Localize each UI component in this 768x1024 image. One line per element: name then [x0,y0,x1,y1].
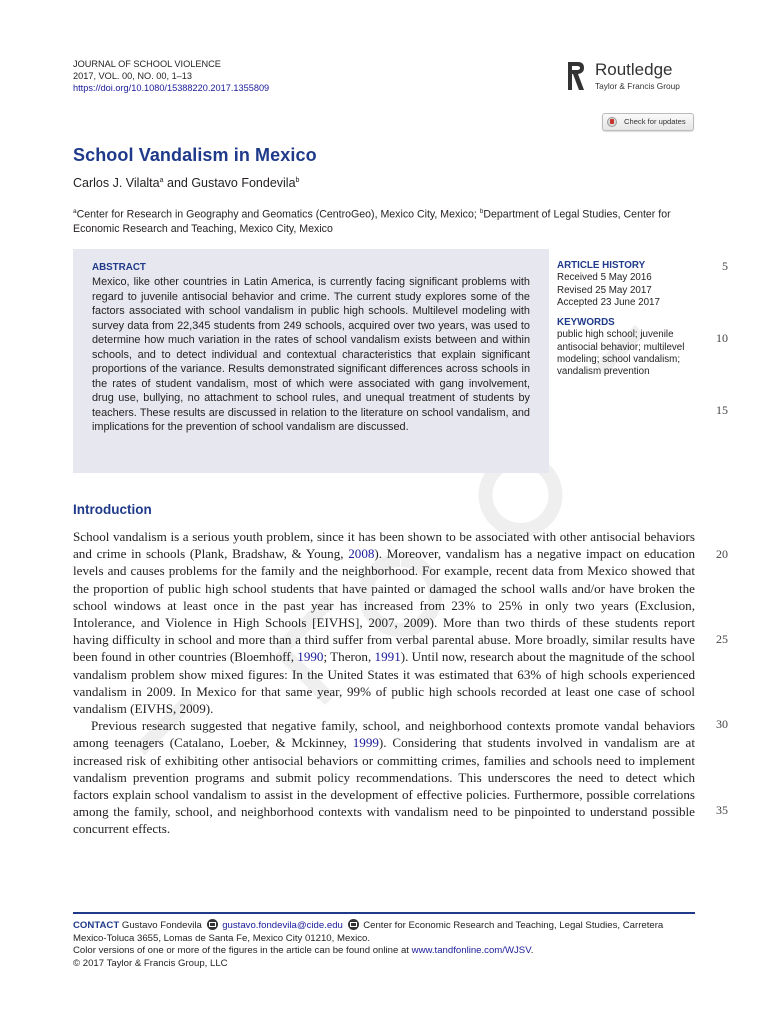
line-number: 20 [716,547,728,561]
section-heading-introduction: Introduction [73,502,152,517]
affil-a-sup: a [73,208,77,215]
crossmark-icon [607,117,617,127]
line-number: 25 [716,632,728,646]
routledge-logo [563,58,703,96]
line-number: 15 [716,403,728,417]
contact-line: CONTACT Gustavo Fondevila gustavo.fondevila@cide.edu Center for Economic Research and Teaching, Legal Studies, Carretera Mexico-Toluca 3655, Lomas de Santa Fe, Mexico City 01210, Mexico. [73,920,664,944]
citation-link[interactable]: 2008 [348,546,375,562]
history-received: Received 5 May 2016 [557,272,652,284]
email-link[interactable]: gustavo.fondevila@cide.edu [222,920,343,931]
author-2-sup: b [295,176,300,184]
body-text [73,528,695,838]
keywords-heading: KEYWORDS [557,317,615,329]
affil-a: Center for Research in Geography and Geomatics (CentroGeo), Mexico City, Mexico; [76,208,480,221]
journal-volume: 2017, VOL. 00, NO. 00, 1–13 [73,71,193,81]
contact-label: CONTACT [73,920,120,931]
author-2[interactable]: and Gustavo Fondevila [163,176,296,190]
keywords-text: public high school; juvenile antisocial behavior; multilevel modeling; school vandalism; vandalism prevention [557,329,685,378]
line-number: 5 [722,259,728,273]
copyright: © 2017 Taylor & Francis Group, LLC [73,957,228,969]
citation-link[interactable]: 1999 [352,735,379,751]
affiliations [73,205,695,237]
affil-b: Department of Legal Studies, Center for Economic Research and Teaching, Mexico City, Mexico [73,208,671,236]
footer-rule [73,912,695,914]
paragraph-1: School vandalism is a serious youth problem, since it has been shown to be associated with other antisocial behaviors and crime in schools (Plank, Bradshaw, & Young, 2008). Moreover, vandalism has a negative impact on education levels and causes problems for the family and the neighborhood. For example, recent data from Mexico showed that the proportion of public high school students that have painted or damaged the school walls and/or have broken the school windows at least once in the past year has increased from 23% to 25% in only two years (Exclusion, Intolerance, and Violence in High Schools [EIVHS], 2007, 2009). More than two thirds of these students report having difficulty in school and more than a third suffer from verbal parental abuse. More broadly, similar results have been found in other countries (Bloemhoff, 1990; Theron, 1991). Until now, research about the magnitude of the school vandalism problem show mixed figures: In the United States it was estimated that 63% of high schools experienced vandalism in 2009. In Mexico for that same year, 99% of public high schools recorded at least one case of school vandalism (EIVHS, 2009). [73,529,695,717]
footer [73,919,695,970]
email-icon [207,919,218,930]
article-sidebar [557,260,697,379]
doi-link[interactable]: https://doi.org/10.1080/15388220.2017.1355809 [73,83,270,93]
citation-link[interactable]: 1991 [374,649,401,665]
contact-address: Center for Economic Research and Teaching, Legal Studies, Carretera Mexico-Toluca 3655, Lomas de Santa Fe, Mexico City 01210, Mexico. [73,920,664,944]
history-heading: ARTICLE HISTORY [557,260,646,271]
abstract-heading: ABSTRACT [92,262,146,273]
history-accepted: Accepted 23 June 2017 [557,296,660,308]
publisher-group: Taylor & Francis Group [595,81,680,91]
authors [73,176,299,190]
routledge-mark-icon [563,58,589,94]
journal-link[interactable]: www.tandfonline.com/WJSV [411,945,531,957]
paragraph-2: Previous research suggested that negative family, school, and neighborhood contexts promote vandal behaviors among teenagers (Catalano, Loeber, & Mckinney, 1999). Considering that students involved in vandalism are at increased risk of exhibiting other antisocial behaviors or committing crimes, families and schools need to implement vandalism prevention programs and submit policy recommendations. This underscores the need to detect which factors explain school vandalism to assist in the development of effective policies. Furthermore, possible correlations among the family, school, and neighborhood contexts with vandalism need to be pinpointed to understand possible concurrent effects. [73,718,695,837]
address-icon [348,919,359,930]
author-1[interactable]: Carlos J. Vilalta [73,176,160,190]
line-number: 10 [716,331,728,345]
citation-link[interactable]: 1990 [297,649,324,665]
author-1-sup: a [159,176,164,184]
history-revised: Revised 25 May 2017 [557,284,652,296]
line-number: 35 [716,803,728,817]
journal-header [73,58,269,94]
abstract-text: Mexico, like other countries in Latin America, is currently facing significant problems with regard to juvenile antisocial behavior and crime. The current study explores some of the factors associated with school vandalism in public high schools. Multilevel modeling with survey data from 22,345 students from 249 schools, acquired over two years, was used to determine how much variation in the rates of school vandalism exists between and within schools, and to detect individual and contextual characteristics that explain significant proportions of the variance. Results demonstrated significant differences across schools in the rates of student vandalism, most of which were associated with gang involvement, drug use, bullying, no attachment to school rules, and unequal treatment of students by teachers. These results are discussed in relation to the literature on school vandalism, and implications for the prevention of school vandalism are discussed. [92,276,530,433]
publisher-name: Routledge [595,60,673,79]
color-note: Color versions of one or more of the figures in the article can be found online at www.tandfonline.com/WJSV. [73,945,534,957]
journal-name: JOURNAL OF SCHOOL VIOLENCE [73,59,221,69]
check-for-updates-button[interactable] [602,113,694,131]
check-for-updates-label: Check for updates [624,117,686,126]
affil-b-sup: b [479,208,484,215]
line-number: 30 [716,717,728,731]
article-title: School Vandalism in Mexico [73,145,317,165]
